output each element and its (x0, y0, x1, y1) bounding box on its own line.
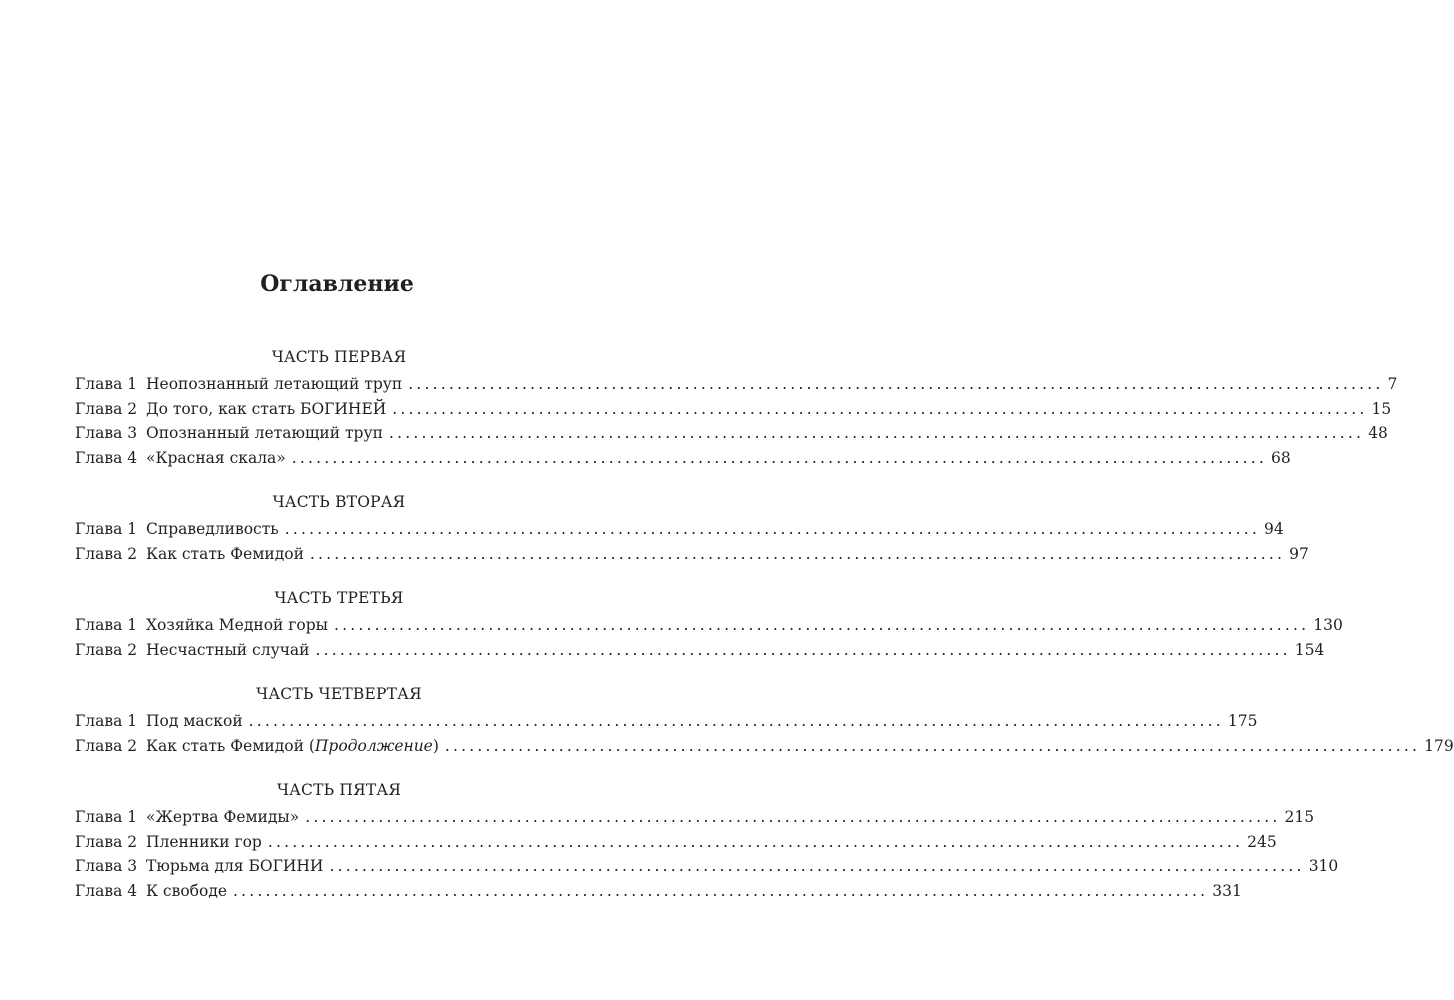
toc-part (75, 679, 1454, 758)
toc-entry[interactable] (75, 879, 1242, 904)
toc-entry[interactable] (75, 446, 1291, 471)
toc-entry[interactable] (75, 638, 1325, 663)
page-number: 68 (1271, 448, 1291, 467)
toc-entry[interactable] (75, 372, 1398, 397)
chapter-label: Глава 2 (75, 736, 138, 755)
dot-leader: ........................................................................................................................ (334, 616, 1310, 634)
chapter-label: Глава 1 (75, 375, 138, 393)
chapter-title: Тюрьма для БОГИНИ (146, 857, 324, 875)
toc-entry[interactable] (75, 734, 1454, 759)
dot-leader: ........................................................................................................................ (329, 857, 1305, 875)
part-heading: ЧАСТЬ ЧЕТВЕРТАЯ (256, 685, 422, 703)
dot-leader: ........................................................................................................................ (315, 640, 1291, 659)
chapter-title-main: Как стать Фемидой ( (146, 736, 315, 755)
toc-entry[interactable] (75, 709, 1258, 734)
page-number: 245 (1247, 832, 1277, 851)
toc-part (75, 487, 1309, 566)
chapter-title: «Красная скала» (146, 448, 286, 467)
toc-entry[interactable] (75, 421, 1388, 446)
chapter-title-italic: Продолжение (314, 736, 433, 755)
chapter-title: Пленники гор (146, 832, 262, 851)
chapter-label: Глава 2 (75, 832, 138, 851)
page-number: 97 (1289, 544, 1309, 563)
table-of-contents (75, 342, 1454, 920)
page-number: 310 (1308, 857, 1339, 875)
chapter-title: Как стать Фемидой (146, 544, 304, 563)
page-number: 215 (1284, 808, 1315, 826)
dot-leader: ........................................................................................................................ (309, 544, 1286, 563)
page-number: 154 (1294, 640, 1325, 659)
chapter-title: Хозяйка Медной горы (146, 616, 329, 634)
chapter-title: Неопознанный летающий труп (146, 375, 403, 393)
chapter-title (146, 734, 439, 759)
chapter-title: Справедливость (146, 520, 279, 538)
toc-entry[interactable] (75, 397, 1392, 422)
toc-entry[interactable] (75, 542, 1309, 567)
page-number: 130 (1313, 616, 1343, 634)
dot-leader: ........................................................................................................................ (267, 832, 1244, 851)
part-heading: ЧАСТЬ ПЯТАЯ (276, 781, 402, 799)
page-number: 48 (1368, 424, 1388, 442)
dot-leader: ........................................................................................................................ (233, 881, 1209, 900)
chapter-label: Глава 4 (75, 448, 138, 467)
chapter-title-closing: ) (432, 736, 439, 755)
chapter-title: Опознанный летающий труп (146, 424, 383, 442)
chapter-label: Глава 1 (75, 520, 138, 538)
page-title: Оглавление (260, 271, 414, 297)
page-number: 94 (1263, 520, 1284, 538)
chapter-title: «Жертва Фемиды» (146, 808, 300, 826)
chapter-title: Под маской (146, 712, 243, 730)
toc-entry[interactable] (75, 830, 1277, 855)
chapter-label: Глава 3 (75, 857, 138, 875)
page-number: 179 (1424, 736, 1454, 755)
chapter-label: Глава 2 (75, 640, 138, 659)
dot-leader: ........................................................................................................................ (388, 424, 1365, 442)
toc-part (75, 775, 1339, 903)
part-heading: ЧАСТЬ ПЕРВАЯ (271, 348, 407, 366)
toc-part (75, 583, 1343, 662)
toc-entry[interactable] (75, 854, 1339, 879)
chapter-title: К свободе (146, 881, 228, 900)
page-number: 7 (1387, 375, 1398, 393)
dot-leader: ........................................................................................................................ (408, 375, 1384, 393)
dot-leader: ........................................................................................................................ (248, 712, 1224, 730)
chapter-label: Глава 1 (75, 616, 138, 634)
chapter-label: Глава 1 (75, 712, 138, 730)
chapter-label: Глава 2 (75, 399, 138, 418)
chapter-label: Глава 4 (75, 881, 138, 900)
toc-entry[interactable] (75, 517, 1284, 542)
page-number: 175 (1227, 712, 1258, 730)
toc-entry[interactable] (75, 613, 1343, 638)
toc-part (75, 342, 1398, 470)
dot-leader: ........................................................................................................................ (305, 808, 1281, 826)
dot-leader: ........................................................................................................................ (392, 399, 1368, 418)
chapter-label: Глава 3 (75, 424, 138, 442)
toc-entry[interactable] (75, 805, 1315, 830)
chapter-title: До того, как стать БОГИНЕЙ (146, 399, 387, 418)
page-number: 331 (1212, 881, 1242, 900)
chapter-title: Несчастный случай (146, 640, 310, 659)
part-heading: ЧАСТЬ ТРЕТЬЯ (274, 589, 404, 607)
part-heading: ЧАСТЬ ВТОРАЯ (272, 493, 406, 511)
dot-leader: ........................................................................................................................ (291, 448, 1268, 467)
dot-leader: ........................................................................................................................ (284, 520, 1260, 538)
chapter-label: Глава 2 (75, 544, 138, 563)
chapter-label: Глава 1 (75, 808, 138, 826)
page-number: 15 (1371, 399, 1392, 418)
dot-leader: ........................................................................................................................ (444, 736, 1421, 755)
